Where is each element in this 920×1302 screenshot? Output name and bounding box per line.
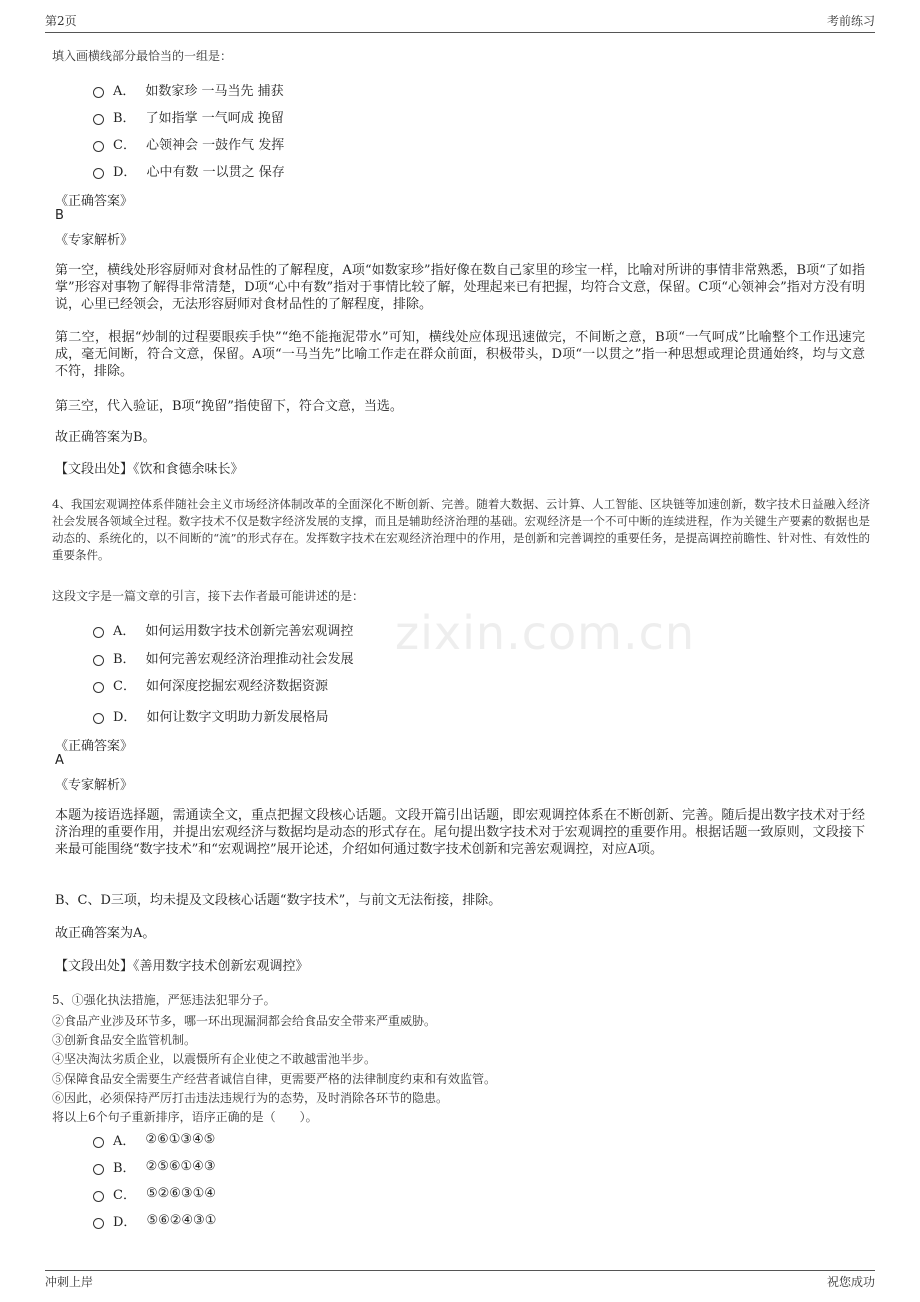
option-text: 如何深度挖掘宏观经济数据资源 <box>145 679 328 694</box>
option-letter: B． <box>113 111 136 126</box>
sentence-line: 5、①强化执法措施，严惩违法犯罪分子。 <box>52 993 276 1007</box>
radio-icon[interactable] <box>93 627 104 638</box>
source-citation: 【文段出处】《善用数字技术创新宏观调控》 <box>55 959 309 974</box>
radio-icon[interactable] <box>93 1164 104 1175</box>
analysis-paragraph: 本题为接语选择题，需通读全文，重点把握文段核心话题。文段开篇引出话题，即宏观调控体系在不断创新、完善。随后提出数字技术对于经济治理的重要作用，并提出宏观经济与数据均是动态的形式存在。尾句提出数字技术对于宏观调控的重要作用。根据话题一致原则，文段接下来最可能围绕“数字技术”和“宏观调控”展开论述，介绍如何通过数字技术创新和完善宏观调控，对应A项。 <box>55 808 865 857</box>
question-prompt: 将以上6个句子重新排序，语序正确的是（ ）。 <box>52 1110 318 1124</box>
sentence-line: ③创新食品安全监管机制。 <box>52 1033 197 1047</box>
analysis-paragraph: B、C、D三项，均未提及文段核心话题“数字技术”，与前文无法衔接，排除。 <box>55 893 502 908</box>
option-text: ②⑥①③④⑤ <box>145 1132 216 1147</box>
option-letter: C． <box>113 138 136 153</box>
radio-icon[interactable] <box>93 713 104 724</box>
option-letter: A． <box>113 84 136 99</box>
radio-icon[interactable] <box>93 168 104 179</box>
sentence-line: ⑥因此，必须保持严厉打击违法违规行为的态势，及时消除各环节的隐患。 <box>52 1091 449 1105</box>
option-d[interactable] <box>93 706 328 725</box>
answer-label: 《正确答案》 <box>55 194 134 209</box>
radio-icon[interactable] <box>93 1191 104 1202</box>
option-text: 如何让数字文明助力新发展格局 <box>146 710 329 725</box>
option-d[interactable] <box>93 1211 216 1230</box>
header-title: 考前练习 <box>826 14 875 28</box>
answer-label: 《正确答案》 <box>55 739 134 754</box>
option-d[interactable] <box>93 161 285 180</box>
question-prompt: 这段文字是一篇文章的引言，接下去作者最可能讲述的是： <box>52 589 365 603</box>
radio-icon[interactable] <box>93 141 104 152</box>
analysis-label: 《专家解析》 <box>55 233 134 248</box>
analysis-conclusion: 故正确答案为B。 <box>55 430 156 445</box>
option-letter: D． <box>113 710 137 725</box>
option-text: 心领神会 一鼓作气 发挥 <box>145 138 285 153</box>
sentence-line: ④坚决淘汰劣质企业，以震慑所有企业使之不敢越雷池半步。 <box>52 1052 377 1066</box>
option-text: 如数家珍 一马当先 捕获 <box>145 84 284 99</box>
option-letter: D． <box>113 165 137 180</box>
option-letter: D． <box>113 1215 137 1230</box>
option-text: 心中有数 一以贯之 保存 <box>146 165 285 180</box>
option-letter: A． <box>113 1134 136 1149</box>
source-citation: 【文段出处】《饮和食德余味长》 <box>55 462 244 477</box>
option-c[interactable] <box>93 675 328 694</box>
footer-right-text: 祝您成功 <box>826 1275 875 1289</box>
option-text: 如何完善宏观经济治理推动社会发展 <box>145 652 354 667</box>
answer-value: B <box>55 208 64 223</box>
option-text: ②⑤⑥①④③ <box>145 1159 216 1174</box>
option-b[interactable] <box>93 1157 216 1176</box>
option-letter: B． <box>113 1161 136 1176</box>
option-text: 如何运用数字技术创新完善宏观调控 <box>145 624 354 639</box>
watermark: zixin.com.cn <box>395 606 696 660</box>
option-letter: A． <box>113 624 136 639</box>
footer-left-text: 冲刺上岸 <box>45 1275 94 1289</box>
answer-value: A <box>55 753 64 768</box>
analysis-paragraph: 第二空，根据“炒制的过程要眼疾手快”“绝不能拖泥带水”可知，横线处应体现迅速做完，不间断之意，B项“一气呵成”比喻整个工作迅速完成，毫无间断，符合文意，保留。A项“一马当先”比喻工作走在群众前面，积极带头，D项“一以贯之”指一种思想或理论贯通始终，均与文意不符，排除。 <box>55 330 865 379</box>
radio-icon[interactable] <box>93 682 104 693</box>
radio-icon[interactable] <box>93 1218 104 1229</box>
option-b[interactable] <box>93 648 354 667</box>
option-text: 了如指掌 一气呵成 挽留 <box>145 111 284 126</box>
option-a[interactable] <box>93 80 284 99</box>
sentence-line: ⑤保障食品安全需要生产经营者诚信自律，更需要严格的法律制度约束和有效监管。 <box>52 1072 497 1086</box>
question-stem: 4、我国宏观调控体系伴随社会主义市场经济体制改革的全面深化不断创新、完善。随着大数据、云计算、人工智能、区块链等加速创新，数字技术日益融入经济社会发展各领域全过程。数字技术不仅是数字经济发展的支撑，而且是辅助经济治理的基础。宏观经济是一个不可中断的连续进程，作为关键生产要素的数据也是动态的、系统化的，以不间断的“流”的形式存在。发挥数字技术在宏观经济治理中的作用，是创新和完善调控的重要任务，是提高调控前瞻性、针对性、有效性的重要条件。 <box>52 497 870 562</box>
analysis-conclusion: 故正确答案为A。 <box>55 926 156 941</box>
option-letter: B． <box>113 652 136 667</box>
page-footer <box>45 1270 875 1290</box>
option-c[interactable] <box>93 134 284 153</box>
analysis-paragraph: 第一空，横线处形容厨师对食材品性的了解程度，A项“如数家珍”指好像在数自己家里的珍宝一样，比喻对所讲的事情非常熟悉，B项“了如指掌”形容对事物了解得非常清楚，D项“心中有数”指对于事情比较了解，处理起来已有把握，均符合文意，保留。C项“心领神会”指对方没有明说，心里已经领会，无法形容厨师对食材品性的了解程度，排除。 <box>55 263 865 312</box>
page-number: 第2页 <box>45 14 77 28</box>
option-letter: C． <box>113 679 136 694</box>
radio-icon[interactable] <box>93 114 104 125</box>
option-c[interactable] <box>93 1184 216 1203</box>
analysis-paragraph: 第三空，代入验证，B项“挽留”指使留下，符合文意，当选。 <box>55 399 403 414</box>
option-text: ⑤⑥②④③① <box>146 1213 217 1228</box>
option-letter: C． <box>113 1188 136 1203</box>
option-text: ⑤②⑥③①④ <box>145 1186 216 1201</box>
radio-icon[interactable] <box>93 1137 104 1148</box>
option-a[interactable] <box>93 620 353 639</box>
question-stem: 填入画横线部分最恰当的一组是： <box>52 49 233 63</box>
sentence-line: ②食品产业涉及环节多，哪一环出现漏洞都会给食品安全带来严重威胁。 <box>52 1014 437 1028</box>
radio-icon[interactable] <box>93 655 104 666</box>
radio-icon[interactable] <box>93 87 104 98</box>
page-header <box>45 12 875 33</box>
analysis-label: 《专家解析》 <box>55 778 134 793</box>
option-a[interactable] <box>93 1130 215 1149</box>
option-b[interactable] <box>93 107 284 126</box>
